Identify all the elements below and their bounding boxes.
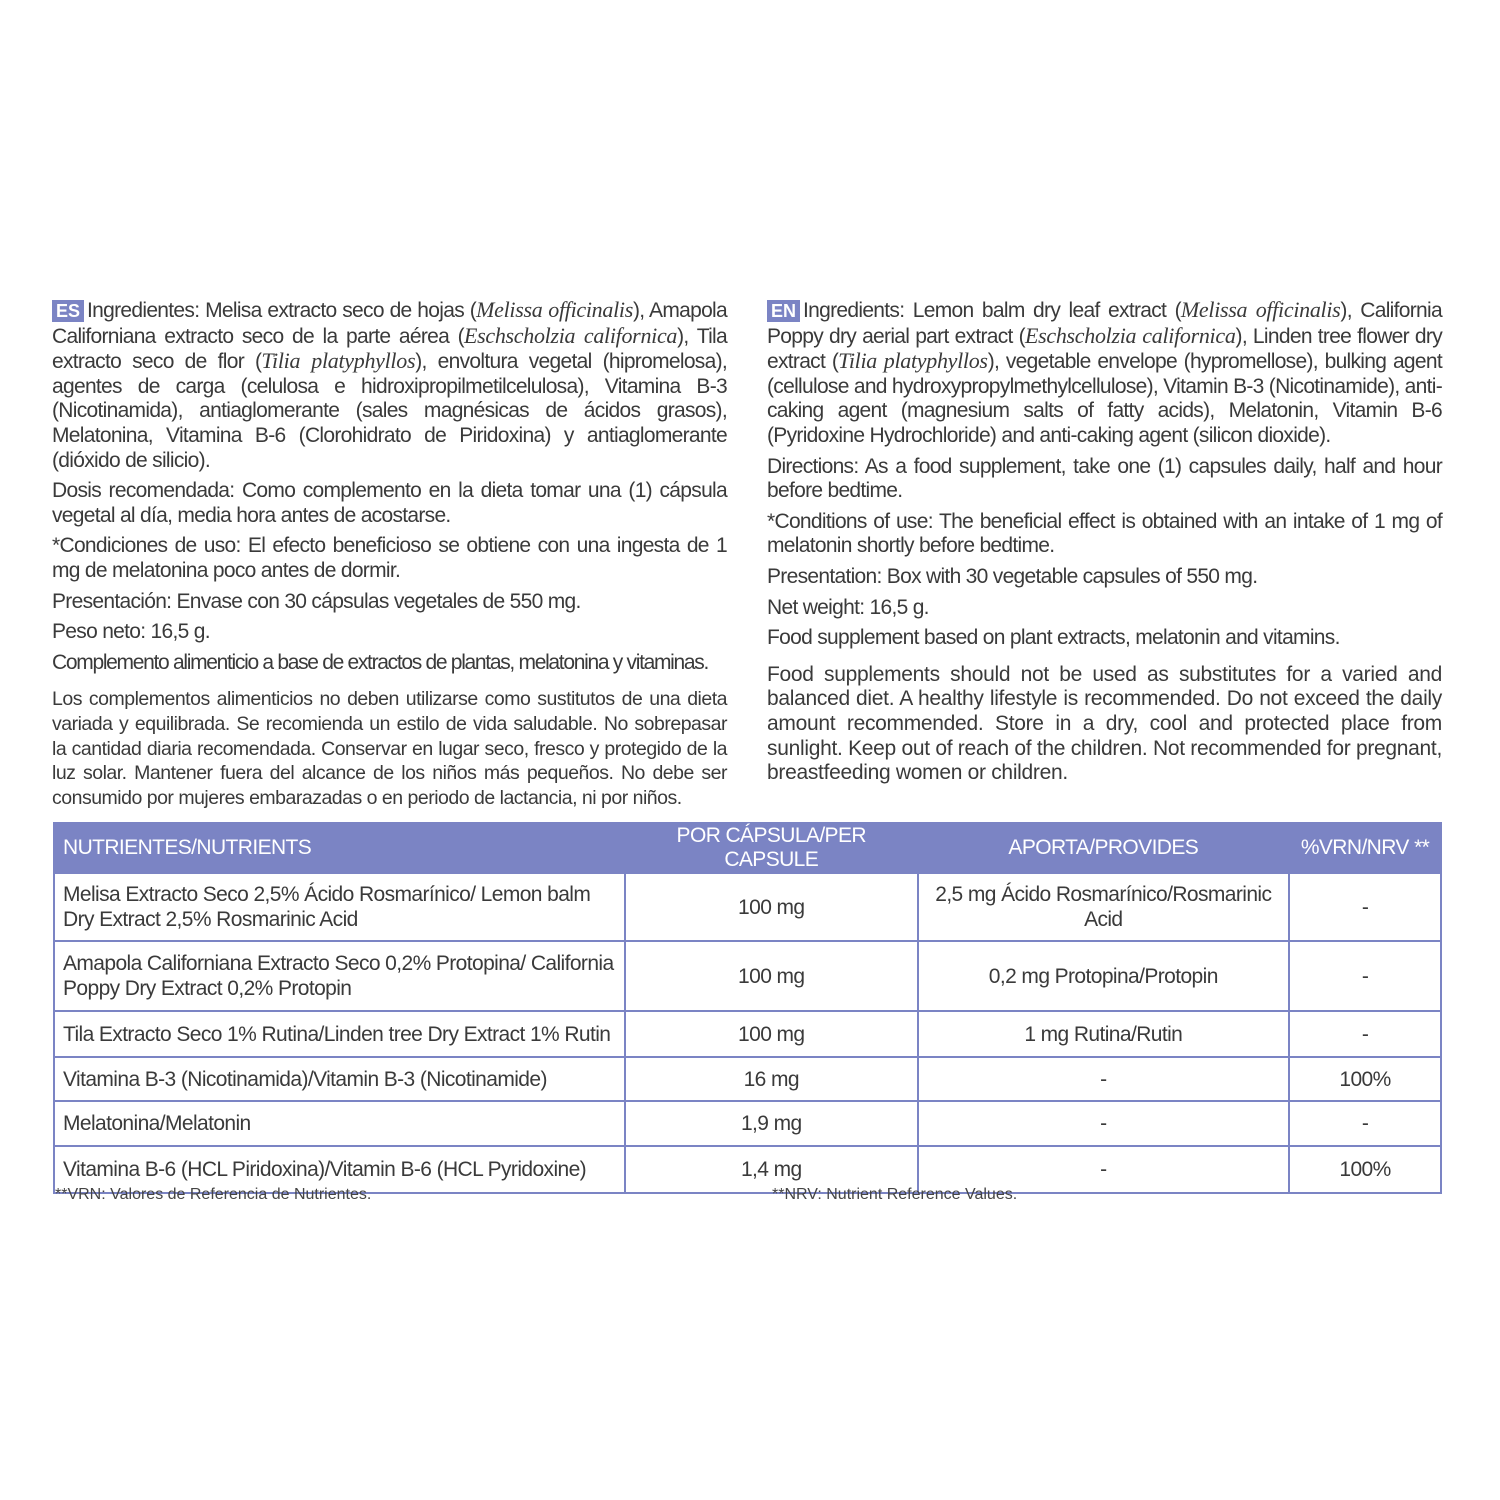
text: ), California Poppy dry aerial part extract ( bbox=[767, 299, 1442, 348]
ingredients-en bbox=[767, 298, 1442, 449]
table-row bbox=[54, 941, 1441, 1011]
english-column bbox=[767, 298, 1442, 792]
provides: 0,2 mg Protopina/Protopin bbox=[918, 941, 1290, 1011]
net-weight-es: Peso neto: 16,5 g. bbox=[52, 620, 210, 644]
net-weight-en: Net weight: 16,5 g. bbox=[767, 595, 929, 619]
nutrient-name: Tila Extracto Seco 1% Rutina/Linden tree Dry Extract 1% Rutin bbox=[54, 1011, 625, 1057]
provides: 2,5 mg Ácido Rosmarínico/Rosmarinic Acid bbox=[918, 873, 1290, 941]
nutrient-name: Vitamina B-3 (Nicotinamida)/Vitamin B-3 (Nicotinamide) bbox=[54, 1057, 625, 1101]
text: ), Tila extracto seco de flor ( bbox=[52, 324, 727, 374]
dosage-es: Dosis recomendada: Como complemento en la dieta tomar una (1) cápsula vegetal al día, media hora antes de acostarse. bbox=[52, 479, 727, 527]
table-row bbox=[54, 873, 1441, 941]
nutrient-name: Melisa Extracto Seco 2,5% Ácido Rosmarínico/ Lemon balm Dry Extract 2,5% Rosmarinic Acid bbox=[54, 873, 625, 941]
column-header: POR CÁPSULA/PER CAPSULE bbox=[625, 823, 918, 873]
text: ), Linden tree flower dry extract ( bbox=[767, 324, 1442, 374]
text: ), Amapola Californiana extracto seco de la parte aérea ( bbox=[52, 299, 727, 348]
text: ), envoltura vegetal (hipromelosa), agentes de carga (celulosa e hidroxipropilmetilcelulosa), Vitamina B-3 (Nicotinamida), antiaglomerante (sales magnésicas de ácidos grasos), Melatonina, Vitamina B-6 (Clorohidrato de Piridoxina) y antiaglomerante (dióxido de silicio). bbox=[52, 350, 728, 472]
column-header: NUTRIENTES/NUTRIENTS bbox=[54, 823, 625, 873]
language-badge-es: ES bbox=[52, 300, 84, 322]
spanish-column bbox=[52, 298, 727, 816]
conditions-es: *Condiciones de uso: El efecto beneficioso se obtiene con una ingesta de 1 mg de melatonina poco antes de dormir. bbox=[52, 534, 727, 582]
per-capsule: 100 mg bbox=[625, 873, 918, 941]
language-badge-en: EN bbox=[767, 300, 800, 322]
table-row bbox=[54, 1011, 1441, 1057]
latin-name: Melissa officinalis bbox=[1180, 297, 1341, 322]
table-header-row bbox=[54, 823, 1441, 873]
presentation-en: Presentation: Box with 30 vegetable capsules of 550 mg. bbox=[767, 564, 1258, 588]
nrv-percent: - bbox=[1289, 1011, 1441, 1057]
nrv-percent: - bbox=[1289, 941, 1441, 1011]
text: ), vegetable envelope (hypromellose), bulking agent (cellulose and hydroxypropylmethylcellulose), Vitamin B-3 (Nicotinamide), anti-caking agent (magnesium salts of fatty acids), Melatonin, Vitamin B-6 (Pyridoxine Hydrochloride) and anti-caking agent (silicon dioxide). bbox=[767, 350, 1442, 447]
provides: - bbox=[918, 1101, 1290, 1146]
directions-en: Directions: As a food supplement, take one (1) capsules daily, half and hour before bedtime. bbox=[767, 454, 1442, 503]
nrv-percent: 100% bbox=[1289, 1057, 1441, 1101]
nrv-percent: - bbox=[1289, 1101, 1441, 1146]
table-row bbox=[54, 1101, 1441, 1146]
warning-en: Food supplements should not be used as substitutes for a varied and balanced diet. A healthy lifestyle is recommended. Do not exceed the daily amount recommended. Store in a dry, cool and protected place from sunlight. Keep out of reach of the children. Not recommended for pregnant, breastfeeding women or children. bbox=[767, 662, 1442, 785]
ingredients-es bbox=[52, 298, 727, 473]
per-capsule: 1,9 mg bbox=[625, 1101, 918, 1146]
per-capsule: 1,4 mg bbox=[625, 1146, 918, 1193]
per-capsule: 100 mg bbox=[625, 1011, 918, 1057]
latin-name: Tilia platyphyllos bbox=[838, 348, 988, 374]
warning-es: Los complementos alimenticios no deben utilizarse como sustitutos de una dieta variada y equilibrada. Se recomienda un estilo de vida saludable. No sobrepasar la cantidad diaria recomendada. Conservar en lugar seco, fresco y protegido de la luz solar. Mantener fuera del alcance de los niños más pequeños. No debe ser consumido por mujeres embarazadas o en periodo de lactancia, ni por niños. bbox=[52, 688, 727, 809]
nutrient-name: Vitamina B-6 (HCL Piridoxina)/Vitamin B-6 (HCL Pyridoxine) bbox=[54, 1146, 625, 1193]
column-header: APORTA/PROVIDES bbox=[918, 823, 1290, 873]
provides: 1 mg Rutina/Rutin bbox=[918, 1011, 1290, 1057]
text: Ingredients: Lemon balm dry leaf extract ( bbox=[803, 299, 1181, 322]
latin-name: Tilia platyphyllos bbox=[261, 348, 416, 374]
description-en: Food supplement based on plant extracts, melatonin and vitamins. bbox=[767, 626, 1340, 650]
nrv-percent: 100% bbox=[1289, 1146, 1441, 1193]
per-capsule: 16 mg bbox=[625, 1057, 918, 1101]
per-capsule: 100 mg bbox=[625, 941, 918, 1011]
provides: - bbox=[918, 1146, 1290, 1193]
latin-name: Eschscholzia californica bbox=[463, 322, 678, 348]
nrv-percent: - bbox=[1289, 873, 1441, 941]
provides: - bbox=[918, 1057, 1290, 1101]
nutrient-name: Melatonina/Melatonin bbox=[54, 1101, 625, 1146]
conditions-en: *Conditions of use: The beneficial effect is obtained with an intake of 1 mg of melatonin shortly before bedtime. bbox=[767, 509, 1442, 558]
text: Ingredientes: Melisa extracto seco de hojas ( bbox=[87, 299, 477, 322]
latin-name: Eschscholzia californica bbox=[1024, 322, 1236, 348]
latin-name: Melissa officinalis bbox=[476, 297, 633, 322]
nutrition-table bbox=[53, 822, 1442, 1194]
nutrient-name: Amapola Californiana Extracto Seco 0,2% Protopina/ California Poppy Dry Extract 0,2% Protopin bbox=[54, 941, 625, 1011]
description-es: Complemento alimenticio a base de extractos de plantas, melatonina y vitaminas. bbox=[52, 650, 709, 674]
table-row bbox=[54, 1057, 1441, 1101]
footnote-en: **NRV: Nutrient Reference Values. bbox=[772, 1186, 1018, 1203]
presentation-es: Presentación: Envase con 30 cápsulas vegetales de 550 mg. bbox=[52, 589, 581, 613]
column-header: %VRN/NRV ** bbox=[1289, 823, 1441, 873]
footnote-es: **VRN: Valores de Referencia de Nutrientes. bbox=[55, 1186, 372, 1203]
